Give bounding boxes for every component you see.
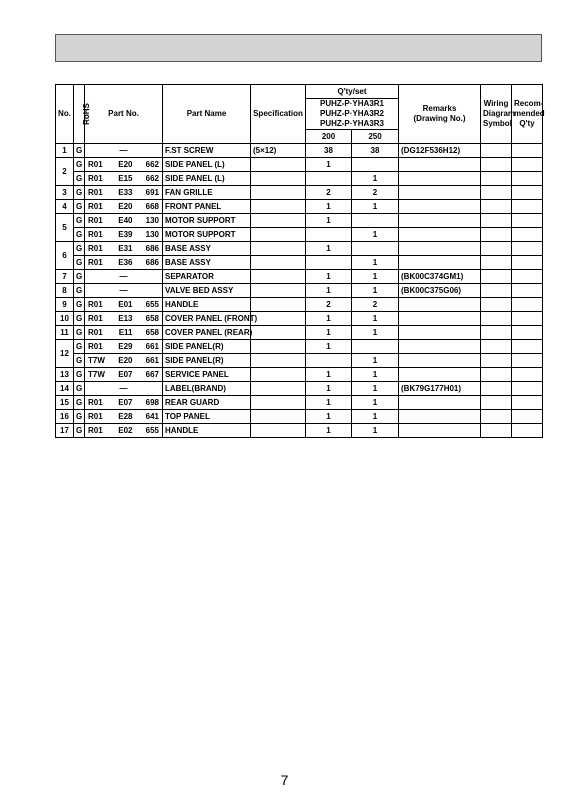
cell-rohs: G xyxy=(74,396,85,410)
cell-specification xyxy=(251,284,306,298)
cell-remarks xyxy=(399,368,481,382)
cell-no: 1 xyxy=(56,144,74,158)
part-no-segment: 661 xyxy=(145,342,159,351)
part-no-segment: R01 xyxy=(88,328,103,337)
cell-part-name: FRONT PANEL xyxy=(163,200,251,214)
part-no-segment: E20 xyxy=(118,356,133,365)
cell-qty-200: 38 xyxy=(306,144,352,158)
cell-part-name: TOP PANEL xyxy=(163,410,251,424)
cell-recommended xyxy=(512,368,543,382)
col-header-part-no: Part No. xyxy=(85,85,163,144)
cell-remarks xyxy=(399,326,481,340)
part-no-segment: R01 xyxy=(88,188,103,197)
part-no-segment: R01 xyxy=(88,342,103,351)
part-no-segment: R01 xyxy=(88,244,103,253)
cell-qty-200: 1 xyxy=(306,410,352,424)
cell-no: 10 xyxy=(56,312,74,326)
cell-part-no xyxy=(85,270,163,284)
col-header-wiring: Wiring Diagram Symbol xyxy=(481,85,512,144)
part-no-segment: R01 xyxy=(88,160,103,169)
cell-rohs: G xyxy=(74,368,85,382)
cell-recommended xyxy=(512,186,543,200)
cell-wiring xyxy=(481,382,512,396)
cell-recommended xyxy=(512,214,543,228)
cell-part-no xyxy=(85,312,163,326)
table-row xyxy=(56,270,543,284)
cell-qty-250 xyxy=(352,340,399,354)
cell-part-name: LABEL(BRAND) xyxy=(163,382,251,396)
cell-remarks xyxy=(399,424,481,438)
table-row xyxy=(56,368,543,382)
cell-rohs: G xyxy=(74,172,85,186)
cell-remarks xyxy=(399,340,481,354)
cell-part-name: SIDE PANEL (L) xyxy=(163,172,251,186)
cell-part-name: COVER PANEL (FRONT) xyxy=(163,312,251,326)
part-no-segment: 667 xyxy=(145,370,159,379)
table-row xyxy=(56,200,543,214)
cell-wiring xyxy=(481,270,512,284)
cell-part-no xyxy=(85,144,163,158)
cell-qty-250: 1 xyxy=(352,312,399,326)
cell-specification xyxy=(251,200,306,214)
cell-recommended xyxy=(512,284,543,298)
col-header-no: No. xyxy=(56,85,74,144)
cell-remarks xyxy=(399,410,481,424)
cell-rohs: G xyxy=(74,228,85,242)
cell-part-name: MOTOR SUPPORT xyxy=(163,228,251,242)
cell-no: 12 xyxy=(56,340,74,368)
part-no-segment: T7W xyxy=(88,370,105,379)
table-row xyxy=(56,410,543,424)
part-no-segment: R01 xyxy=(88,398,103,407)
col-header-part-name: Part Name xyxy=(163,85,251,144)
cell-recommended xyxy=(512,172,543,186)
cell-part-no xyxy=(85,396,163,410)
cell-no: 7 xyxy=(56,270,74,284)
part-no-segment: 655 xyxy=(145,426,159,435)
cell-qty-200: 2 xyxy=(306,186,352,200)
table-row xyxy=(56,382,543,396)
cell-qty-250: 1 xyxy=(352,172,399,186)
table-row xyxy=(56,186,543,200)
cell-qty-250: 1 xyxy=(352,256,399,270)
cell-wiring xyxy=(481,228,512,242)
cell-qty-250 xyxy=(352,158,399,172)
part-no-segment: — xyxy=(119,384,128,393)
table-row xyxy=(56,228,543,242)
cell-qty-200 xyxy=(306,354,352,368)
part-no-segment: E11 xyxy=(118,328,133,337)
cell-specification xyxy=(251,172,306,186)
cell-wiring xyxy=(481,396,512,410)
cell-recommended xyxy=(512,382,543,396)
cell-wiring xyxy=(481,214,512,228)
cell-recommended xyxy=(512,340,543,354)
cell-rohs: G xyxy=(74,340,85,354)
cell-rohs: G xyxy=(74,158,85,172)
cell-part-no xyxy=(85,256,163,270)
cell-part-no xyxy=(85,410,163,424)
table-row xyxy=(56,354,543,368)
title-banner xyxy=(55,34,542,62)
part-no-segment: R01 xyxy=(88,174,103,183)
part-no-segment: R01 xyxy=(88,230,103,239)
cell-rohs: G xyxy=(74,256,85,270)
part-no-segment: 658 xyxy=(145,328,159,337)
cell-qty-200 xyxy=(306,172,352,186)
cell-specification xyxy=(251,158,306,172)
cell-qty-250: 1 xyxy=(352,228,399,242)
cell-part-no xyxy=(85,284,163,298)
part-no-segment: 130 xyxy=(145,230,159,239)
cell-rohs: G xyxy=(74,214,85,228)
cell-no: 15 xyxy=(56,396,74,410)
table-body xyxy=(56,144,543,438)
part-no-segment: 662 xyxy=(145,160,159,169)
cell-recommended xyxy=(512,144,543,158)
cell-part-no xyxy=(85,228,163,242)
cell-rohs: G xyxy=(74,200,85,214)
part-no-segment: 686 xyxy=(145,244,159,253)
cell-rohs: G xyxy=(74,270,85,284)
cell-wiring xyxy=(481,326,512,340)
table-row xyxy=(56,256,543,270)
cell-part-name: SEPARATOR xyxy=(163,270,251,284)
cell-remarks xyxy=(399,214,481,228)
cell-remarks xyxy=(399,228,481,242)
cell-specification xyxy=(251,396,306,410)
cell-specification xyxy=(251,354,306,368)
cell-wiring xyxy=(481,424,512,438)
cell-qty-200: 1 xyxy=(306,200,352,214)
table-row xyxy=(56,326,543,340)
cell-recommended xyxy=(512,242,543,256)
part-no-segment: E20 xyxy=(118,202,133,211)
cell-remarks xyxy=(399,200,481,214)
cell-recommended xyxy=(512,354,543,368)
cell-qty-250: 1 xyxy=(352,200,399,214)
part-no-segment: E40 xyxy=(118,216,133,225)
cell-specification xyxy=(251,214,306,228)
cell-specification xyxy=(251,256,306,270)
cell-remarks: (DG12F536H12) xyxy=(399,144,481,158)
part-no-segment: E39 xyxy=(118,230,133,239)
table-row xyxy=(56,284,543,298)
cell-specification xyxy=(251,340,306,354)
table-row xyxy=(56,242,543,256)
cell-qty-200: 1 xyxy=(306,242,352,256)
cell-no: 14 xyxy=(56,382,74,396)
part-no-segment: R01 xyxy=(88,314,103,323)
cell-specification xyxy=(251,326,306,340)
table-header xyxy=(56,85,543,144)
cell-qty-250: 2 xyxy=(352,186,399,200)
cell-recommended xyxy=(512,200,543,214)
cell-part-no xyxy=(85,326,163,340)
cell-no: 17 xyxy=(56,424,74,438)
cell-qty-200: 1 xyxy=(306,270,352,284)
part-no-segment: 698 xyxy=(145,398,159,407)
cell-part-no xyxy=(85,242,163,256)
part-no-segment: 661 xyxy=(145,356,159,365)
cell-recommended xyxy=(512,298,543,312)
col-header-recommended: Recom- mended Q'ty xyxy=(512,85,543,144)
cell-recommended xyxy=(512,228,543,242)
cell-qty-200: 1 xyxy=(306,382,352,396)
cell-qty-200: 1 xyxy=(306,340,352,354)
cell-no: 3 xyxy=(56,186,74,200)
cell-qty-250: 1 xyxy=(352,326,399,340)
cell-recommended xyxy=(512,312,543,326)
col-header-qty-set: Q'ty/set xyxy=(306,85,399,99)
cell-recommended xyxy=(512,326,543,340)
cell-part-name: HANDLE xyxy=(163,298,251,312)
cell-qty-200: 1 xyxy=(306,214,352,228)
part-no-segment: — xyxy=(119,286,128,295)
cell-qty-250: 1 xyxy=(352,396,399,410)
part-no-segment: E01 xyxy=(118,300,133,309)
cell-no: 8 xyxy=(56,284,74,298)
cell-part-name: HANDLE xyxy=(163,424,251,438)
cell-qty-250: 1 xyxy=(352,410,399,424)
col-header-200: 200 xyxy=(306,130,352,144)
part-no-segment: 691 xyxy=(145,188,159,197)
cell-recommended xyxy=(512,396,543,410)
cell-part-name: FAN GRILLE xyxy=(163,186,251,200)
cell-no: 5 xyxy=(56,214,74,242)
cell-rohs: G xyxy=(74,312,85,326)
cell-qty-200: 1 xyxy=(306,424,352,438)
cell-specification xyxy=(251,382,306,396)
cell-rohs: G xyxy=(74,298,85,312)
cell-part-no xyxy=(85,172,163,186)
part-no-segment: E29 xyxy=(118,342,133,351)
part-no-segment: R01 xyxy=(88,426,103,435)
part-no-segment: E15 xyxy=(118,174,133,183)
cell-part-no xyxy=(85,186,163,200)
cell-qty-200 xyxy=(306,228,352,242)
cell-no: 4 xyxy=(56,200,74,214)
cell-part-name: F.ST SCREW xyxy=(163,144,251,158)
cell-wiring xyxy=(481,158,512,172)
part-no-segment: T7W xyxy=(88,356,105,365)
cell-part-name: BASE ASSY xyxy=(163,242,251,256)
cell-remarks xyxy=(399,312,481,326)
cell-qty-200: 1 xyxy=(306,284,352,298)
cell-rohs: G xyxy=(74,284,85,298)
cell-specification: (5×12) xyxy=(251,144,306,158)
cell-qty-200: 1 xyxy=(306,312,352,326)
cell-part-no xyxy=(85,368,163,382)
cell-remarks xyxy=(399,158,481,172)
cell-specification xyxy=(251,312,306,326)
part-no-segment: E02 xyxy=(118,426,133,435)
cell-recommended xyxy=(512,158,543,172)
part-no-segment: E36 xyxy=(118,258,133,267)
cell-wiring xyxy=(481,172,512,186)
part-no-segment: E07 xyxy=(118,398,133,407)
cell-qty-250: 1 xyxy=(352,382,399,396)
cell-remarks xyxy=(399,242,481,256)
cell-no: 2 xyxy=(56,158,74,186)
cell-part-no xyxy=(85,158,163,172)
col-header-rohs: RoHS xyxy=(74,85,85,144)
cell-part-no xyxy=(85,340,163,354)
cell-wiring xyxy=(481,298,512,312)
table-row xyxy=(56,144,543,158)
part-no-segment: R01 xyxy=(88,202,103,211)
part-no-segment: 658 xyxy=(145,314,159,323)
table-row xyxy=(56,158,543,172)
col-header-models: PUHZ-P·YHA3R1 PUHZ-P·YHA3R2 PUHZ-P·YHA3R3 xyxy=(306,99,399,130)
cell-remarks xyxy=(399,256,481,270)
cell-part-no xyxy=(85,424,163,438)
cell-remarks xyxy=(399,298,481,312)
cell-remarks xyxy=(399,354,481,368)
table-row xyxy=(56,312,543,326)
part-no-segment: 130 xyxy=(145,216,159,225)
table-row xyxy=(56,340,543,354)
part-no-segment: R01 xyxy=(88,300,103,309)
cell-qty-200: 2 xyxy=(306,298,352,312)
cell-rohs: G xyxy=(74,424,85,438)
table-row xyxy=(56,424,543,438)
part-no-segment: E31 xyxy=(118,244,133,253)
part-no-segment: E20 xyxy=(118,160,133,169)
cell-qty-250: 1 xyxy=(352,270,399,284)
cell-qty-200: 1 xyxy=(306,326,352,340)
table-row xyxy=(56,214,543,228)
cell-remarks: (BK00C374GM1) xyxy=(399,270,481,284)
cell-qty-250: 2 xyxy=(352,298,399,312)
cell-specification xyxy=(251,242,306,256)
cell-rohs: G xyxy=(74,410,85,424)
cell-qty-200: 1 xyxy=(306,158,352,172)
cell-remarks xyxy=(399,186,481,200)
cell-no: 13 xyxy=(56,368,74,382)
part-no-segment: — xyxy=(119,272,128,281)
cell-qty-200 xyxy=(306,256,352,270)
cell-qty-250: 1 xyxy=(352,368,399,382)
part-no-segment: R01 xyxy=(88,216,103,225)
table-row xyxy=(56,298,543,312)
cell-part-no xyxy=(85,200,163,214)
cell-part-name: BASE ASSY xyxy=(163,256,251,270)
cell-specification xyxy=(251,270,306,284)
col-header-specification: Specification xyxy=(251,85,306,144)
part-no-segment: 641 xyxy=(145,412,159,421)
cell-wiring xyxy=(481,354,512,368)
cell-part-name: SIDE PANEL(R) xyxy=(163,354,251,368)
cell-part-no xyxy=(85,214,163,228)
cell-rohs: G xyxy=(74,382,85,396)
cell-qty-250 xyxy=(352,242,399,256)
cell-recommended xyxy=(512,424,543,438)
cell-qty-250: 1 xyxy=(352,284,399,298)
cell-qty-250: 38 xyxy=(352,144,399,158)
cell-specification xyxy=(251,228,306,242)
part-no-segment: E07 xyxy=(118,370,133,379)
cell-qty-250: 1 xyxy=(352,424,399,438)
cell-qty-250 xyxy=(352,214,399,228)
table-row xyxy=(56,396,543,410)
cell-part-no xyxy=(85,354,163,368)
part-no-segment: 662 xyxy=(145,174,159,183)
part-no-segment: R01 xyxy=(88,258,103,267)
cell-wiring xyxy=(481,410,512,424)
cell-part-name: SIDE PANEL(R) xyxy=(163,340,251,354)
cell-no: 9 xyxy=(56,298,74,312)
part-no-segment: E28 xyxy=(118,412,133,421)
col-header-250: 250 xyxy=(352,130,399,144)
cell-remarks: (BK00C375G06) xyxy=(399,284,481,298)
parts-table xyxy=(55,84,543,438)
part-no-segment: E33 xyxy=(118,188,133,197)
page-number: 7 xyxy=(280,772,289,788)
part-no-segment: 655 xyxy=(145,300,159,309)
cell-wiring xyxy=(481,200,512,214)
cell-specification xyxy=(251,410,306,424)
cell-part-name: SIDE PANEL (L) xyxy=(163,158,251,172)
cell-rohs: G xyxy=(74,144,85,158)
cell-specification xyxy=(251,186,306,200)
cell-rohs: G xyxy=(74,242,85,256)
cell-wiring xyxy=(481,312,512,326)
cell-part-name: REAR GUARD xyxy=(163,396,251,410)
cell-part-no xyxy=(85,382,163,396)
cell-wiring xyxy=(481,144,512,158)
part-no-segment: E13 xyxy=(118,314,133,323)
cell-specification xyxy=(251,368,306,382)
cell-no: 6 xyxy=(56,242,74,270)
cell-recommended xyxy=(512,256,543,270)
cell-part-no xyxy=(85,298,163,312)
cell-wiring xyxy=(481,256,512,270)
cell-qty-250: 1 xyxy=(352,354,399,368)
cell-part-name: COVER PANEL (REAR) xyxy=(163,326,251,340)
cell-wiring xyxy=(481,340,512,354)
cell-wiring xyxy=(481,186,512,200)
cell-remarks xyxy=(399,172,481,186)
cell-rohs: G xyxy=(74,186,85,200)
cell-recommended xyxy=(512,270,543,284)
cell-no: 16 xyxy=(56,410,74,424)
part-no-segment: 686 xyxy=(145,258,159,267)
part-no-segment: R01 xyxy=(88,412,103,421)
cell-rohs: G xyxy=(74,326,85,340)
cell-remarks: (BK79G177H01) xyxy=(399,382,481,396)
cell-remarks xyxy=(399,396,481,410)
cell-part-name: VALVE BED ASSY xyxy=(163,284,251,298)
part-no-segment: — xyxy=(119,146,128,155)
part-no-segment: 668 xyxy=(145,202,159,211)
cell-no: 11 xyxy=(56,326,74,340)
cell-recommended xyxy=(512,410,543,424)
cell-qty-200: 1 xyxy=(306,368,352,382)
cell-wiring xyxy=(481,368,512,382)
table-row xyxy=(56,172,543,186)
cell-wiring xyxy=(481,284,512,298)
cell-specification xyxy=(251,424,306,438)
cell-rohs: G xyxy=(74,354,85,368)
cell-specification xyxy=(251,298,306,312)
cell-qty-200: 1 xyxy=(306,396,352,410)
cell-part-name: SERVICE PANEL xyxy=(163,368,251,382)
col-header-remarks: Remarks (Drawing No.) xyxy=(399,85,481,144)
cell-part-name: MOTOR SUPPORT xyxy=(163,214,251,228)
cell-wiring xyxy=(481,242,512,256)
